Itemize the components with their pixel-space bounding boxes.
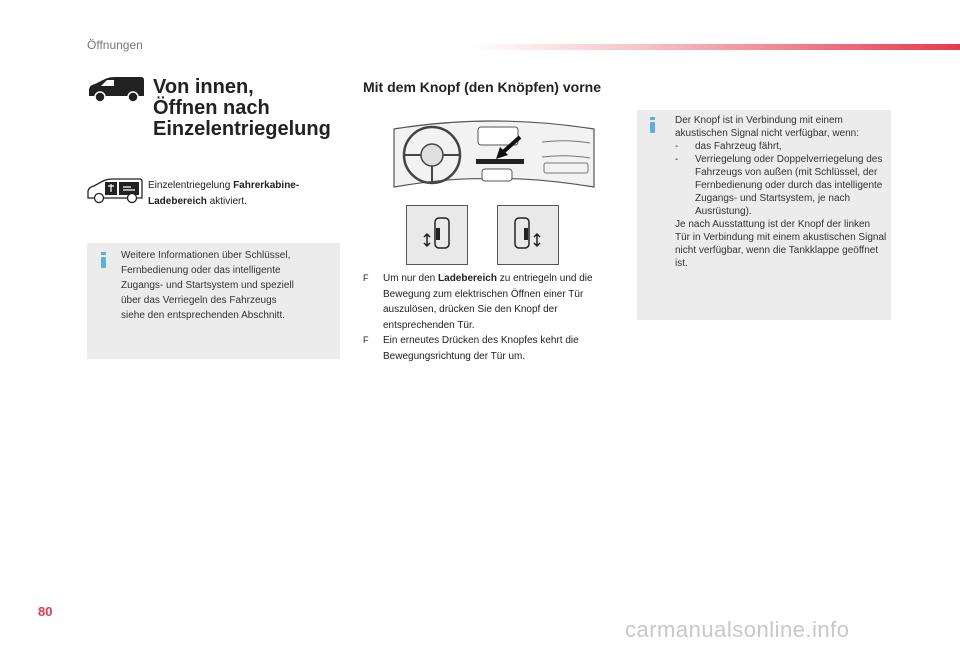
info-left-line-1: Weitere Informationen über Schlüssel, <box>121 250 291 261</box>
page-number: 80 <box>38 604 53 619</box>
activation-note <box>148 178 338 210</box>
info-right-bullet-1-text: das Fahrzeug fährt, <box>695 141 782 152</box>
note-prefix: Einzelentriegelung <box>148 180 234 191</box>
page-title <box>153 77 331 140</box>
info-right-outro: Je nach Ausstattung ist der Knopf der linken Tür in Verbindung mit einem akustischen Signal nicht verfügbar, wenn die Tankklappe geöffnet ist. <box>675 219 887 269</box>
instruction-item-1 <box>363 271 611 333</box>
door-button-right <box>497 205 559 265</box>
note-bold-1: Fahrerkabine- <box>233 180 300 191</box>
section-subtitle: Mit dem Knopf (den Knöpfen) vorne <box>363 79 601 95</box>
instruction-1-bold: Ladebereich <box>438 273 497 284</box>
title-line-2: Öffnen nach <box>153 97 270 119</box>
cabin-cargo-icon <box>87 178 143 204</box>
info-right-bullet-2-text: Verriegelung oder Doppelverriegelung des Fahrzeugs von außen (mit Schlüssel, der Fernbedienung oder durch das intelligente Zugangs- und Startsystem, je nach Ausrüstung). <box>695 154 883 217</box>
info-right-bullet-1 <box>675 140 887 153</box>
title-line-1: Von innen, <box>153 76 254 98</box>
info-left-line-3: Zugangs- und Startsystem und speziell <box>121 280 294 291</box>
sliding-door-left-icon <box>407 206 467 264</box>
note-bold-2: Ladebereich <box>148 196 207 207</box>
info-right-intro: Der Knopf ist in Verbindung mit einem akustischen Signal nicht verfügbar, wenn: <box>675 115 859 139</box>
info-right-bullet-2 <box>675 153 887 218</box>
instruction-1-suffix: zu entriegeln und die Bewegung zum elektrischen Öffnen einer Tür auszulösen, drücken Sie den Knopf der entsprechenden Tür. <box>383 273 593 331</box>
info-left-line-4: über das Verriegeln des Fahrzeugs <box>121 295 277 306</box>
title-line-3: Einzelentriegelung <box>153 118 331 140</box>
section-label: Öffnungen <box>87 38 143 52</box>
instruction-item-2 <box>363 333 611 364</box>
bullet-dash: - <box>675 154 679 165</box>
info-left-text <box>121 248 333 323</box>
instruction-2-text: Ein erneutes Drücken des Knopfes kehrt die Bewegungsrichtung der Tür um. <box>383 335 579 362</box>
instruction-symbol: F <box>363 335 369 345</box>
header-accent-bar <box>470 44 960 50</box>
instruction-1-prefix: Um nur den <box>383 273 439 284</box>
van-icon <box>87 76 145 104</box>
info-left-line-5: siehe den entsprechenden Abschnitt. <box>121 310 286 321</box>
bullet-dash: - <box>675 141 679 152</box>
note-suffix: aktiviert. <box>206 196 247 207</box>
info-icon-bar <box>101 257 106 268</box>
sliding-door-right-icon <box>498 206 558 264</box>
info-right-text <box>675 114 887 270</box>
info-icon <box>101 252 106 255</box>
door-button-left <box>406 205 468 265</box>
info-left-line-2: Fernbedienung oder das intelligente <box>121 265 281 276</box>
dashboard-illustration <box>392 117 596 202</box>
instruction-symbol: F <box>363 273 369 283</box>
info-icon-bar <box>650 122 655 133</box>
instructions <box>363 271 611 364</box>
watermark: carmanualsonline.info <box>625 617 850 642</box>
info-icon <box>650 117 655 120</box>
